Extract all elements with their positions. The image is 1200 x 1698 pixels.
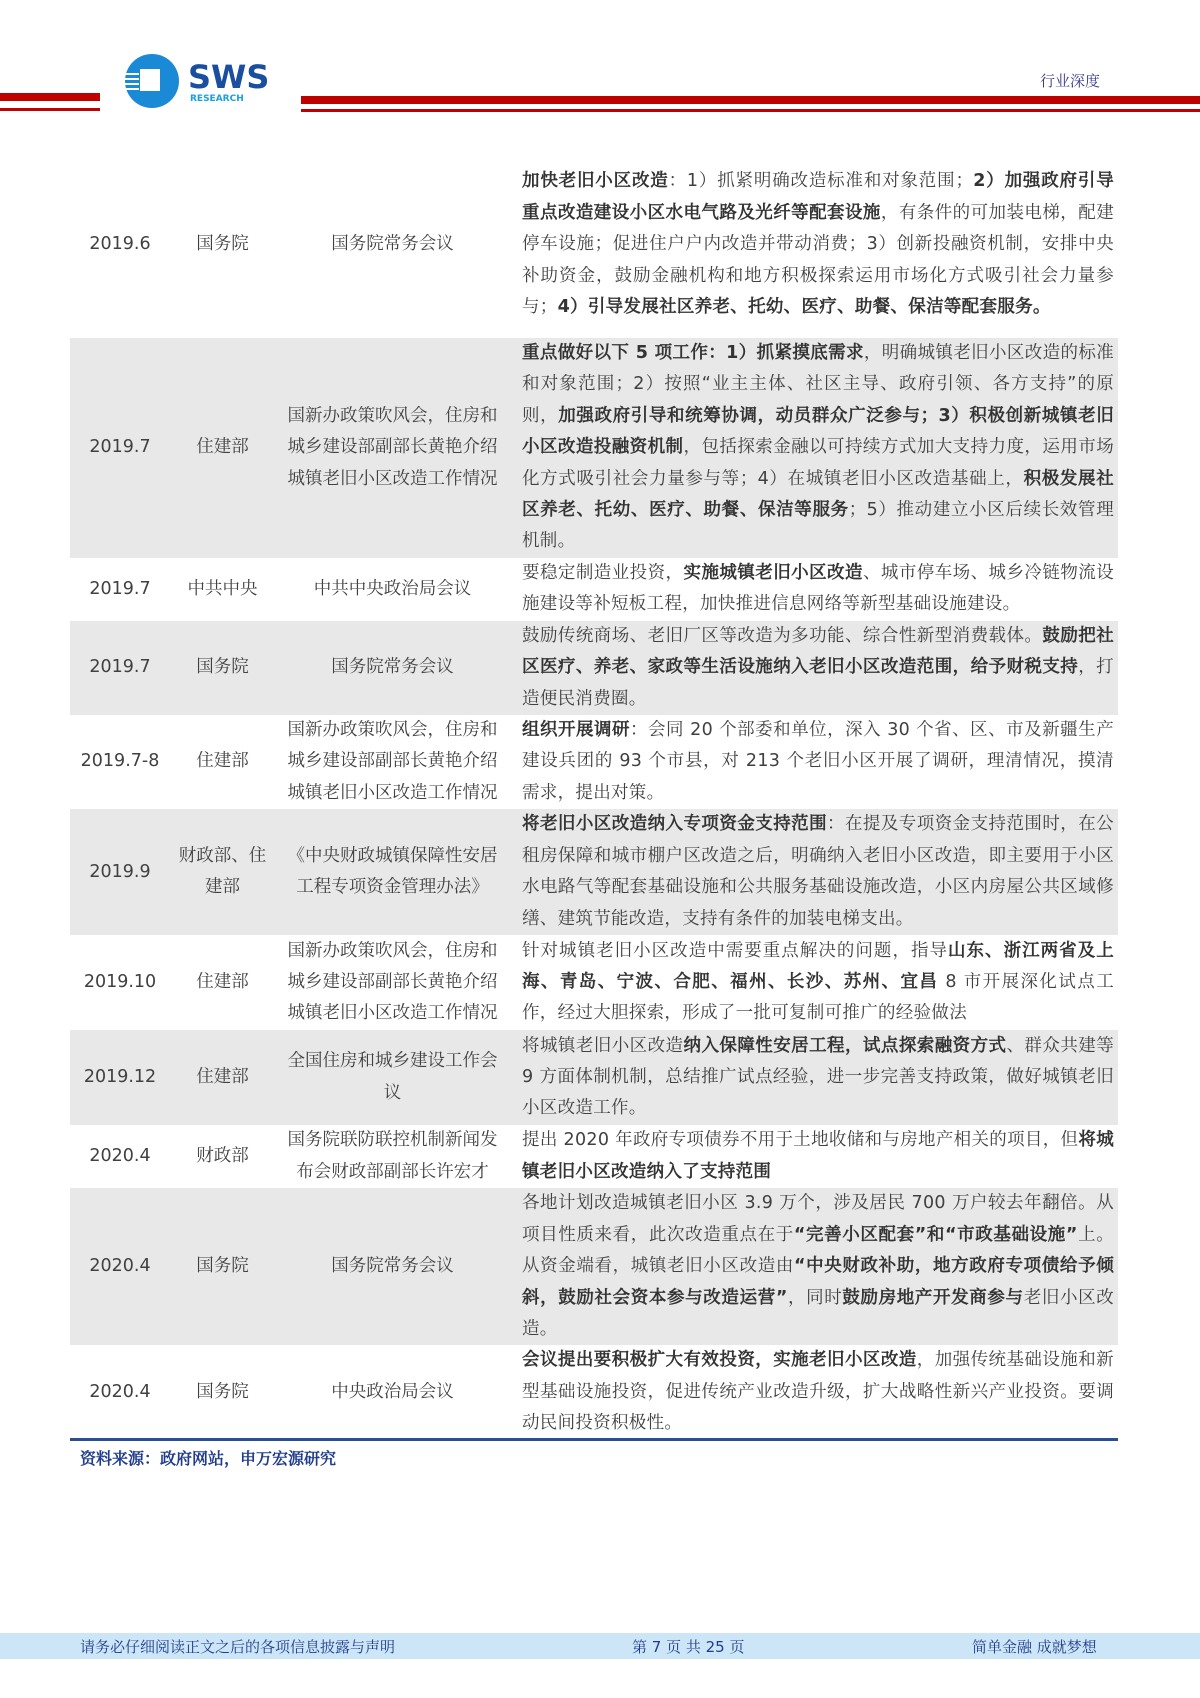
row-date: 2019.9 xyxy=(70,809,170,935)
row-meeting: 国新办政策吹风会，住房和城乡建设部副部长黄艳介绍城镇老旧小区改造工作情况 xyxy=(287,720,498,803)
row-meeting: 国务院常务会议 xyxy=(275,1188,510,1345)
table-row xyxy=(70,558,1118,621)
content-emphasis: 组织开展调研 xyxy=(522,720,631,741)
content-text: 针对城镇老旧小区改造中需要重点解决的问题，指导 xyxy=(522,940,949,961)
header-rule-right-thin xyxy=(301,109,1200,112)
row-content xyxy=(510,1125,1118,1188)
table-row xyxy=(70,1345,1118,1439)
table-bottom-rule xyxy=(70,1438,1118,1441)
row-department: 国务院 xyxy=(170,1188,275,1345)
row-department: 国务院 xyxy=(196,1381,249,1402)
content-text: ，打造便民消费圈。 xyxy=(522,657,1114,709)
row-content xyxy=(510,715,1118,809)
content-emphasis: “完善小区配套”和“市政基础设施” xyxy=(793,1224,1078,1245)
row-date: 2019.12 xyxy=(70,1030,170,1125)
source-note: 资料来源：政府网站，申万宏源研究 xyxy=(80,1449,337,1468)
content-text: ，同时 xyxy=(787,1287,843,1308)
table-row xyxy=(70,809,1118,935)
report-type-tag: 行业深度 xyxy=(1040,72,1101,90)
content-emphasis: 山东、浙江两省及上海、青岛、宁波、合肥、福州、长沙、苏州、宜昌 xyxy=(522,940,1114,993)
content-text: ，包括探索金融以可持续方式加大支持力度，运用市场化方式吸引社会力量参与等；4）在城镇老旧小区改造基础上， xyxy=(522,437,1114,489)
table-row xyxy=(70,621,1118,715)
svg-text:RESEARCH: RESEARCH xyxy=(190,94,244,104)
table-row xyxy=(70,935,1118,1030)
content-text: ；5）推动建立小区后续长效管理机制。 xyxy=(522,500,1114,552)
table-row xyxy=(70,152,1118,338)
content-emphasis: “中央财政补助，地方政府专项债给予倾斜，鼓励社会资本参与改造运营” xyxy=(522,1256,1114,1308)
row-meeting: 国新办政策吹风会，住房和城乡建设部副部长黄艳介绍城镇老旧小区改造工作情况 xyxy=(287,940,498,1024)
row-content xyxy=(510,558,1118,621)
row-date: 2019.7 xyxy=(70,338,170,558)
row-date: 2019.7 xyxy=(70,621,170,715)
table-row xyxy=(70,1030,1118,1125)
footer-disclaimer[interactable]: 请务必仔细阅读正文之后的各项信息披露与声明 xyxy=(80,1638,396,1656)
row-department: 国务院 xyxy=(170,621,275,715)
content-text: 、群众共建等 9 方面体制机制，总结推广试点经验，进一步完善支持政策，做好城镇老旧小区改造工作。 xyxy=(522,1035,1114,1119)
content-text: 、城市停车场、城乡冷链物流设施建设等补短板工程，加快推进信息网络等新型基础设施建设。 xyxy=(522,562,1115,615)
content-emphasis: 4）引导发展社区养老、托幼、医疗、助餐、保洁等配套服务。 xyxy=(557,297,1051,318)
header-rule-right xyxy=(301,96,1200,104)
content-text: ，加强传统基础设施和新型基础设施投资，促进传统产业改造升级，扩大战略性新兴产业投资。要调动民间投资积极性。 xyxy=(522,1350,1114,1434)
content-text: ，明确城镇老旧小区改造的标准和对象范围；2）按照“业主主体、社区主导、政府引领、各方支持”的原则， xyxy=(522,343,1114,426)
row-content xyxy=(510,1030,1118,1125)
table-row xyxy=(70,1188,1118,1345)
content-text: ，有条件的可加装电梯，配建停车设施；促进住户户内改造并带动消费；3）创新投融资机制，安排中央补助资金，鼓励金融机构和地方积极探索运用市场化方式吸引社会力量参与； xyxy=(522,202,1114,318)
row-date: 2019.6 xyxy=(89,234,151,255)
row-content xyxy=(510,1188,1118,1345)
row-date: 2020.4 xyxy=(89,1146,151,1167)
content-emphasis: 2）加强政府引导重点改造建设小区水电气路及光纤等配套设施 xyxy=(522,171,1115,223)
svg-text:SWS: SWS xyxy=(188,58,270,96)
content-emphasis: 将城镇老旧小区改造纳入了支持范围 xyxy=(522,1130,1114,1182)
row-meeting: 《中央财政城镇保障性安居工程专项资金管理办法》 xyxy=(275,809,510,935)
row-date: 2019.10 xyxy=(83,972,157,993)
content-text: 提出 2020 年政府专项债券不用于土地收储和与房地产相关的项目，但 xyxy=(522,1130,1079,1151)
row-date: 2019.7-8 xyxy=(80,751,160,772)
content-emphasis: 加快老旧小区改造 xyxy=(522,171,669,192)
row-meeting: 国新办政策吹风会，住房和城乡建设部副部长黄艳介绍城镇老旧小区改造工作情况 xyxy=(275,338,510,558)
content-text: ：1）抓紧明确改造标准和对象范围； xyxy=(668,171,974,192)
row-department: 财政部、住建部 xyxy=(170,809,275,935)
row-content xyxy=(510,935,1118,1030)
content-text: ：在提及专项资金支持范围时，在公租房保障和城市棚户区改造之后，明确纳入老旧小区改造，即主要用于小区水电路气等配套基础设施和公共服务基础设施改造，小区内房屋公共区域修缮、建筑节能改造，支持有条件的加装电梯支出。 xyxy=(522,814,1114,929)
row-content xyxy=(510,152,1118,338)
table-row xyxy=(70,338,1118,558)
content-text: 要稳定制造业投资， xyxy=(522,562,684,583)
row-department: 住建部 xyxy=(196,972,249,993)
content-text: 8 市开展深化试点工作，经过大胆探索，形成了一批可复制可推广的经验做法 xyxy=(522,972,1114,1024)
header-rule-left xyxy=(0,93,100,101)
row-meeting: 中共中央政治局会议 xyxy=(313,578,472,599)
content-emphasis: 加强政府引导和统筹协调，动员群众广泛参与；3）积极创新城镇老旧小区改造投融资机制 xyxy=(522,405,1114,458)
row-date: 2020.4 xyxy=(70,1188,170,1345)
table-row xyxy=(70,715,1118,809)
content-text: 老旧小区改造。 xyxy=(522,1287,1115,1339)
content-emphasis: 实施城镇老旧小区改造 xyxy=(683,562,863,583)
content-emphasis: 积极发展社区养老、托幼、医疗、助餐、保洁等服务 xyxy=(522,468,1114,521)
page-number: 第 7 页 共 25 页 xyxy=(632,1638,745,1656)
footer-slogan: 简单金融 成就梦想 xyxy=(972,1638,1097,1656)
content-text: 上。从资金端看，城镇老旧小区改造由 xyxy=(522,1224,1115,1277)
row-meeting: 国务院常务会议 xyxy=(275,621,510,715)
row-meeting: 国务院常务会议 xyxy=(331,234,454,255)
content-emphasis: 将老旧小区改造纳入专项资金支持范围 xyxy=(522,814,828,835)
content-text: ：会同 20 个部委和单位，深入 30 个省、区、市及新疆生产建设兵团的 93 个市县，对 213 个老旧小区开展了调研，理清情况，摸清需求，提出对策。 xyxy=(522,720,1114,803)
content-emphasis: 纳入保障性安居工程，试点探索融资方式 xyxy=(683,1035,1007,1056)
sws-logo xyxy=(124,52,279,110)
row-content xyxy=(510,338,1118,558)
content-emphasis: 鼓励把社区医疗、养老、家政等生活设施纳入老旧小区改造范围，给予财税支持 xyxy=(522,625,1115,678)
header-rule-left-thin xyxy=(0,108,100,111)
row-department: 国务院 xyxy=(196,234,249,255)
content-emphasis: 鼓励房地产开发商参与 xyxy=(842,1287,1024,1308)
row-meeting: 中央政治局会议 xyxy=(331,1381,454,1402)
row-department: 中共中央 xyxy=(187,578,258,599)
table-row xyxy=(70,1125,1118,1188)
row-content xyxy=(510,1345,1118,1439)
row-department: 财政部 xyxy=(196,1146,249,1167)
content-emphasis: 会议提出要积极扩大有效投资，实施老旧小区改造 xyxy=(522,1350,917,1371)
row-content xyxy=(510,621,1118,715)
policy-table xyxy=(70,152,1118,1440)
row-department: 住建部 xyxy=(170,1030,275,1125)
row-meeting: 国务院联防联控机制新闻发布会财政部副部长许宏才 xyxy=(287,1130,498,1182)
row-date: 2019.7 xyxy=(89,578,151,599)
row-date: 2020.4 xyxy=(89,1381,151,1402)
content-text: 各地计划改造城镇老旧小区 3.9 万个，涉及居民 700 万户较去年翻倍。从项目性质来看，此次改造重点在于 xyxy=(522,1193,1114,1245)
content-text: 鼓励传统商场、老旧厂区等改造为多功能、综合性新型消费载体。 xyxy=(522,625,1043,646)
content-text: 将城镇老旧小区改造 xyxy=(522,1035,684,1056)
row-department: 住建部 xyxy=(196,751,249,772)
row-meeting: 全国住房和城乡建设工作会议 xyxy=(275,1030,510,1125)
row-department: 住建部 xyxy=(170,338,275,558)
content-emphasis: 重点做好以下 5 项工作：1）抓紧摸底需求 xyxy=(522,343,864,363)
footer-band xyxy=(0,1633,1200,1659)
row-content xyxy=(510,809,1118,935)
